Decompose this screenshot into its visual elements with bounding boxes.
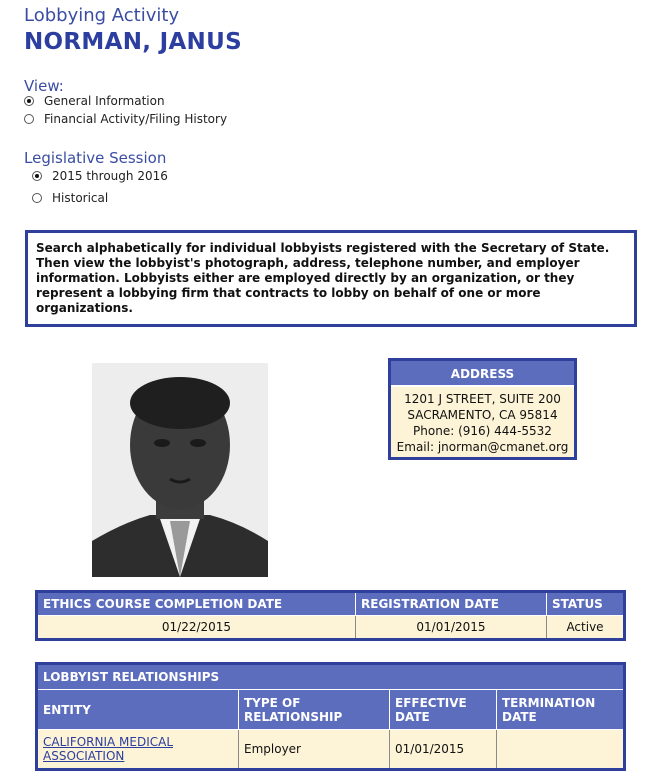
entity-link[interactable]: CALIFORNIA MEDICAL ASSOCIATION [43, 735, 174, 763]
lobbyist-photo [92, 363, 268, 577]
session-option-label: 2015 through 2016 [52, 169, 168, 183]
address-city: SACRAMENTO, CA 95814 [407, 408, 558, 422]
entity-cell [37, 730, 239, 770]
registration-table [35, 590, 626, 641]
header-status: STATUS [547, 592, 625, 616]
page-title: NORMAN, JANUS [24, 29, 242, 55]
view-option-label: Financial Activity/Filing History [44, 112, 228, 126]
relationship-type: Employer [239, 730, 390, 770]
radio-financial-history[interactable] [24, 114, 34, 124]
address-email: Email: jnorman@cmanet.org [396, 440, 569, 454]
session-label: Legislative Session [24, 149, 167, 167]
termination-date [497, 730, 625, 770]
address-heading: ADDRESS [391, 361, 574, 387]
page-subtitle: Lobbying Activity [24, 5, 180, 26]
address-body [391, 387, 574, 455]
info-box: Search alphabetically for individual lobbyists registered with the Secretary of State. Then view the lobbyist's photograph, address, telephone number, and employer information. Lobbyists either are employed directly by an organization, or they represent a lobbying firm that contracts to lobby on behalf of one or more organizations. [25, 230, 637, 327]
effective-date: 01/01/2015 [390, 730, 497, 770]
person-portrait-icon [92, 363, 268, 577]
address-box [388, 358, 577, 460]
header-registration-date: REGISTRATION DATE [356, 592, 547, 616]
header-effective-date: EFFECTIVE DATE [390, 690, 497, 730]
status-value: Active [547, 616, 625, 640]
registration-date: 01/01/2015 [356, 616, 547, 640]
view-option-label: General Information [44, 94, 165, 108]
ethics-date: 01/22/2015 [37, 616, 356, 640]
relationships-title: LOBBYIST RELATIONSHIPS [37, 664, 625, 690]
session-option-historical[interactable] [32, 191, 108, 205]
view-label: View: [24, 77, 64, 95]
radio-session-current[interactable] [32, 171, 42, 181]
table-row [37, 730, 625, 770]
header-entity: ENTITY [37, 690, 239, 730]
view-option-financial[interactable] [24, 112, 227, 126]
header-termination-date: TERMINATION DATE [497, 690, 625, 730]
header-relationship-type: TYPE OF RELATIONSHIP [239, 690, 390, 730]
radio-session-historical[interactable] [32, 193, 42, 203]
relationships-table [35, 662, 626, 771]
session-option-label: Historical [52, 191, 109, 205]
header-ethics-date: ETHICS COURSE COMPLETION DATE [37, 592, 356, 616]
view-option-general[interactable] [24, 94, 165, 108]
radio-general-info[interactable] [24, 96, 34, 106]
address-phone: Phone: (916) 444-5532 [413, 424, 552, 438]
address-street: 1201 J STREET, SUITE 200 [404, 392, 561, 406]
session-option-current[interactable] [32, 169, 168, 183]
